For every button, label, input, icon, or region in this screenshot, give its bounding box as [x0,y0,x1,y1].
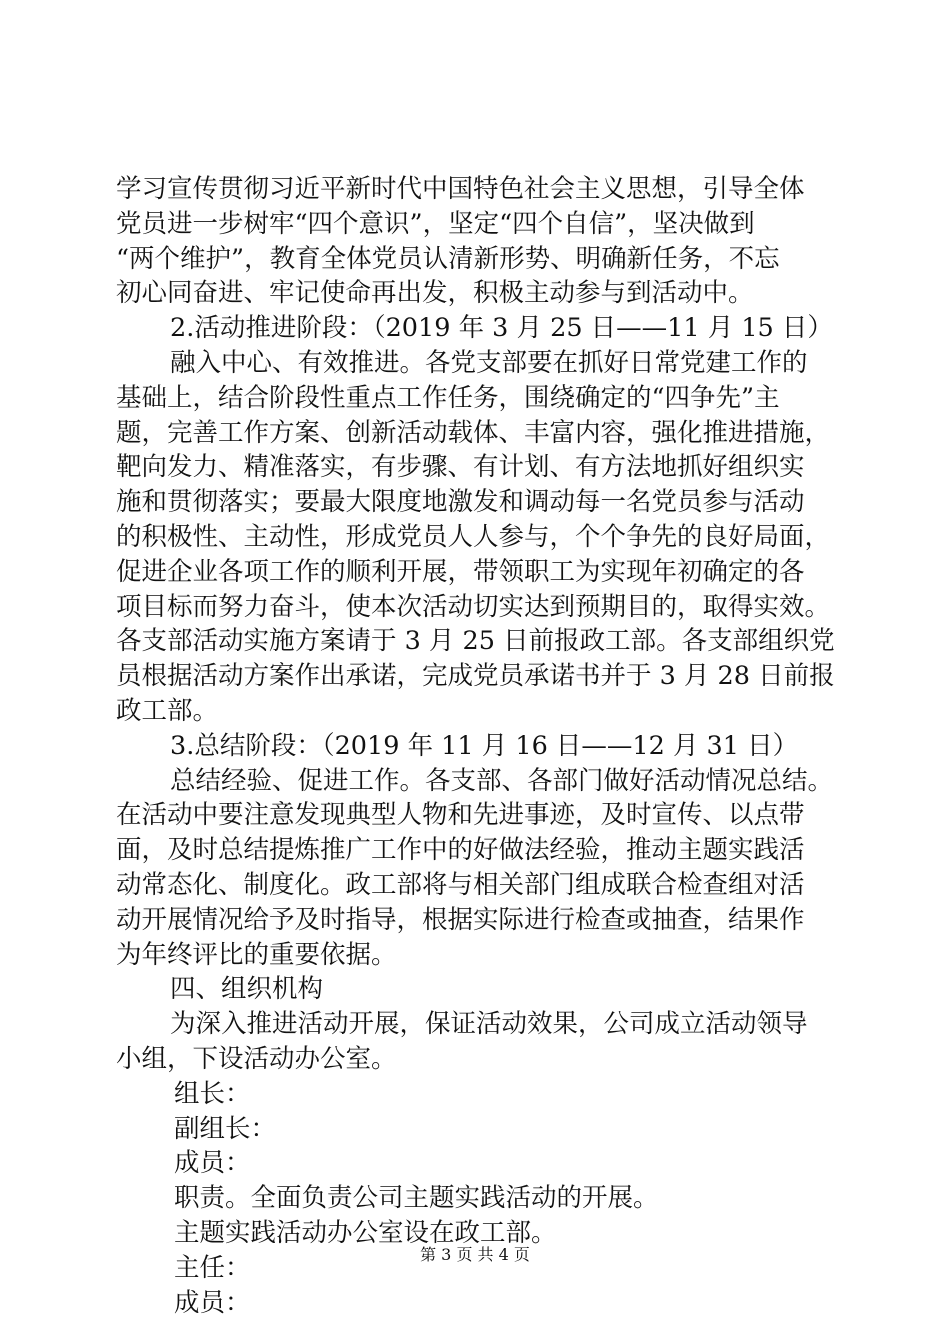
section-heading: 2.活动推进阶段：（2019 年 3 月 25 日——11 月 15 日） [170,313,833,344]
paragraph-line: “两个维护”，教育全体党员认清新形势、明确新任务，不忘 [116,243,780,274]
list-item: 主题实践活动办公室设在政工部。 [174,1217,557,1248]
paragraph-line: 总结经验、促进工作。各支部、各部门做好活动情况总结。 [170,765,834,796]
paragraph-line: 基础上，结合阶段性重点工作任务，围绕确定的“四争先”主 [116,382,780,413]
paragraph-line: 项目标而努力奋斗，使本次活动切实达到预期目的，取得实效。 [116,591,831,622]
paragraph-line: 学习宣传贯彻习近平新时代中国特色社会主义思想，引导全体 [116,174,805,204]
paragraph-line: 在活动中要注意发现典型人物和先进事迹，及时宣传、以点带 [116,800,805,831]
paragraph-line: 各支部活动实施方案请于 3 月 25 日前报政工部。各支部组织党 [116,626,835,657]
paragraph-line: 融入中心、有效推进。各党支部要在抓好日常党建工作的 [170,347,808,378]
paragraph-line: 的积极性、主动性，形成党员人人参与，个个争先的良好局面， [116,521,831,552]
paragraph-line: 为深入推进活动开展，保证活动效果，公司成立活动领导 [170,1009,808,1040]
list-item: 主任： [174,1252,251,1283]
paragraph-line: 为年终评比的重要依据。 [116,939,397,970]
paragraph-line: 初心同奋进、牢记使命再出发，积极主动参与到活动中。 [116,278,754,309]
section-heading: 3.总结阶段：（2019 年 11 月 16 日——12 月 31 日） [170,730,799,761]
page-number-footer: 第 3 页 共 4 页 [420,1245,530,1264]
list-item: 组长： [174,1078,251,1109]
paragraph-line: 小组，下设活动办公室。 [116,1043,397,1074]
paragraph-line: 党员进一步树牢“四个意识”，坚定“四个自信”，坚决做到 [116,208,755,239]
paragraph-line: 靶向发力、精准落实，有步骤、有计划、有方法地抓好组织实 [116,452,805,483]
list-item: 成员： [174,1287,251,1318]
document-body [116,172,836,1320]
paragraph-line: 动常态化、制度化。政工部将与相关部门组成联合检查组对活 [116,869,805,900]
paragraph-line: 面，及时总结提炼推广工作中的好做法经验，推动主题实践活 [116,835,805,866]
paragraph-line: 题，完善工作方案、创新活动载体、丰富内容，强化推进措施， [116,417,831,448]
list-item: 成员： [174,1148,251,1179]
paragraph-line: 员根据活动方案作出承诺，完成党员承诺书并于 3 月 28 日前报 [116,661,835,692]
section-heading: 四、组织机构 [170,974,324,1005]
paragraph-line: 施和贯彻落实；要最大限度地激发和调动每一名党员参与活动 [116,487,805,518]
paragraph-line: 政工部。 [116,695,219,726]
list-item: 副组长： [174,1113,277,1144]
paragraph-line: 动开展情况给予及时指导，根据实际进行检查或抽查，结果作 [116,904,805,935]
paragraph-line: 促进企业各项工作的顺利开展，带领职工为实现年初确定的各 [116,556,805,587]
list-item: 职责。全面负责公司主题实践活动的开展。 [174,1183,659,1214]
